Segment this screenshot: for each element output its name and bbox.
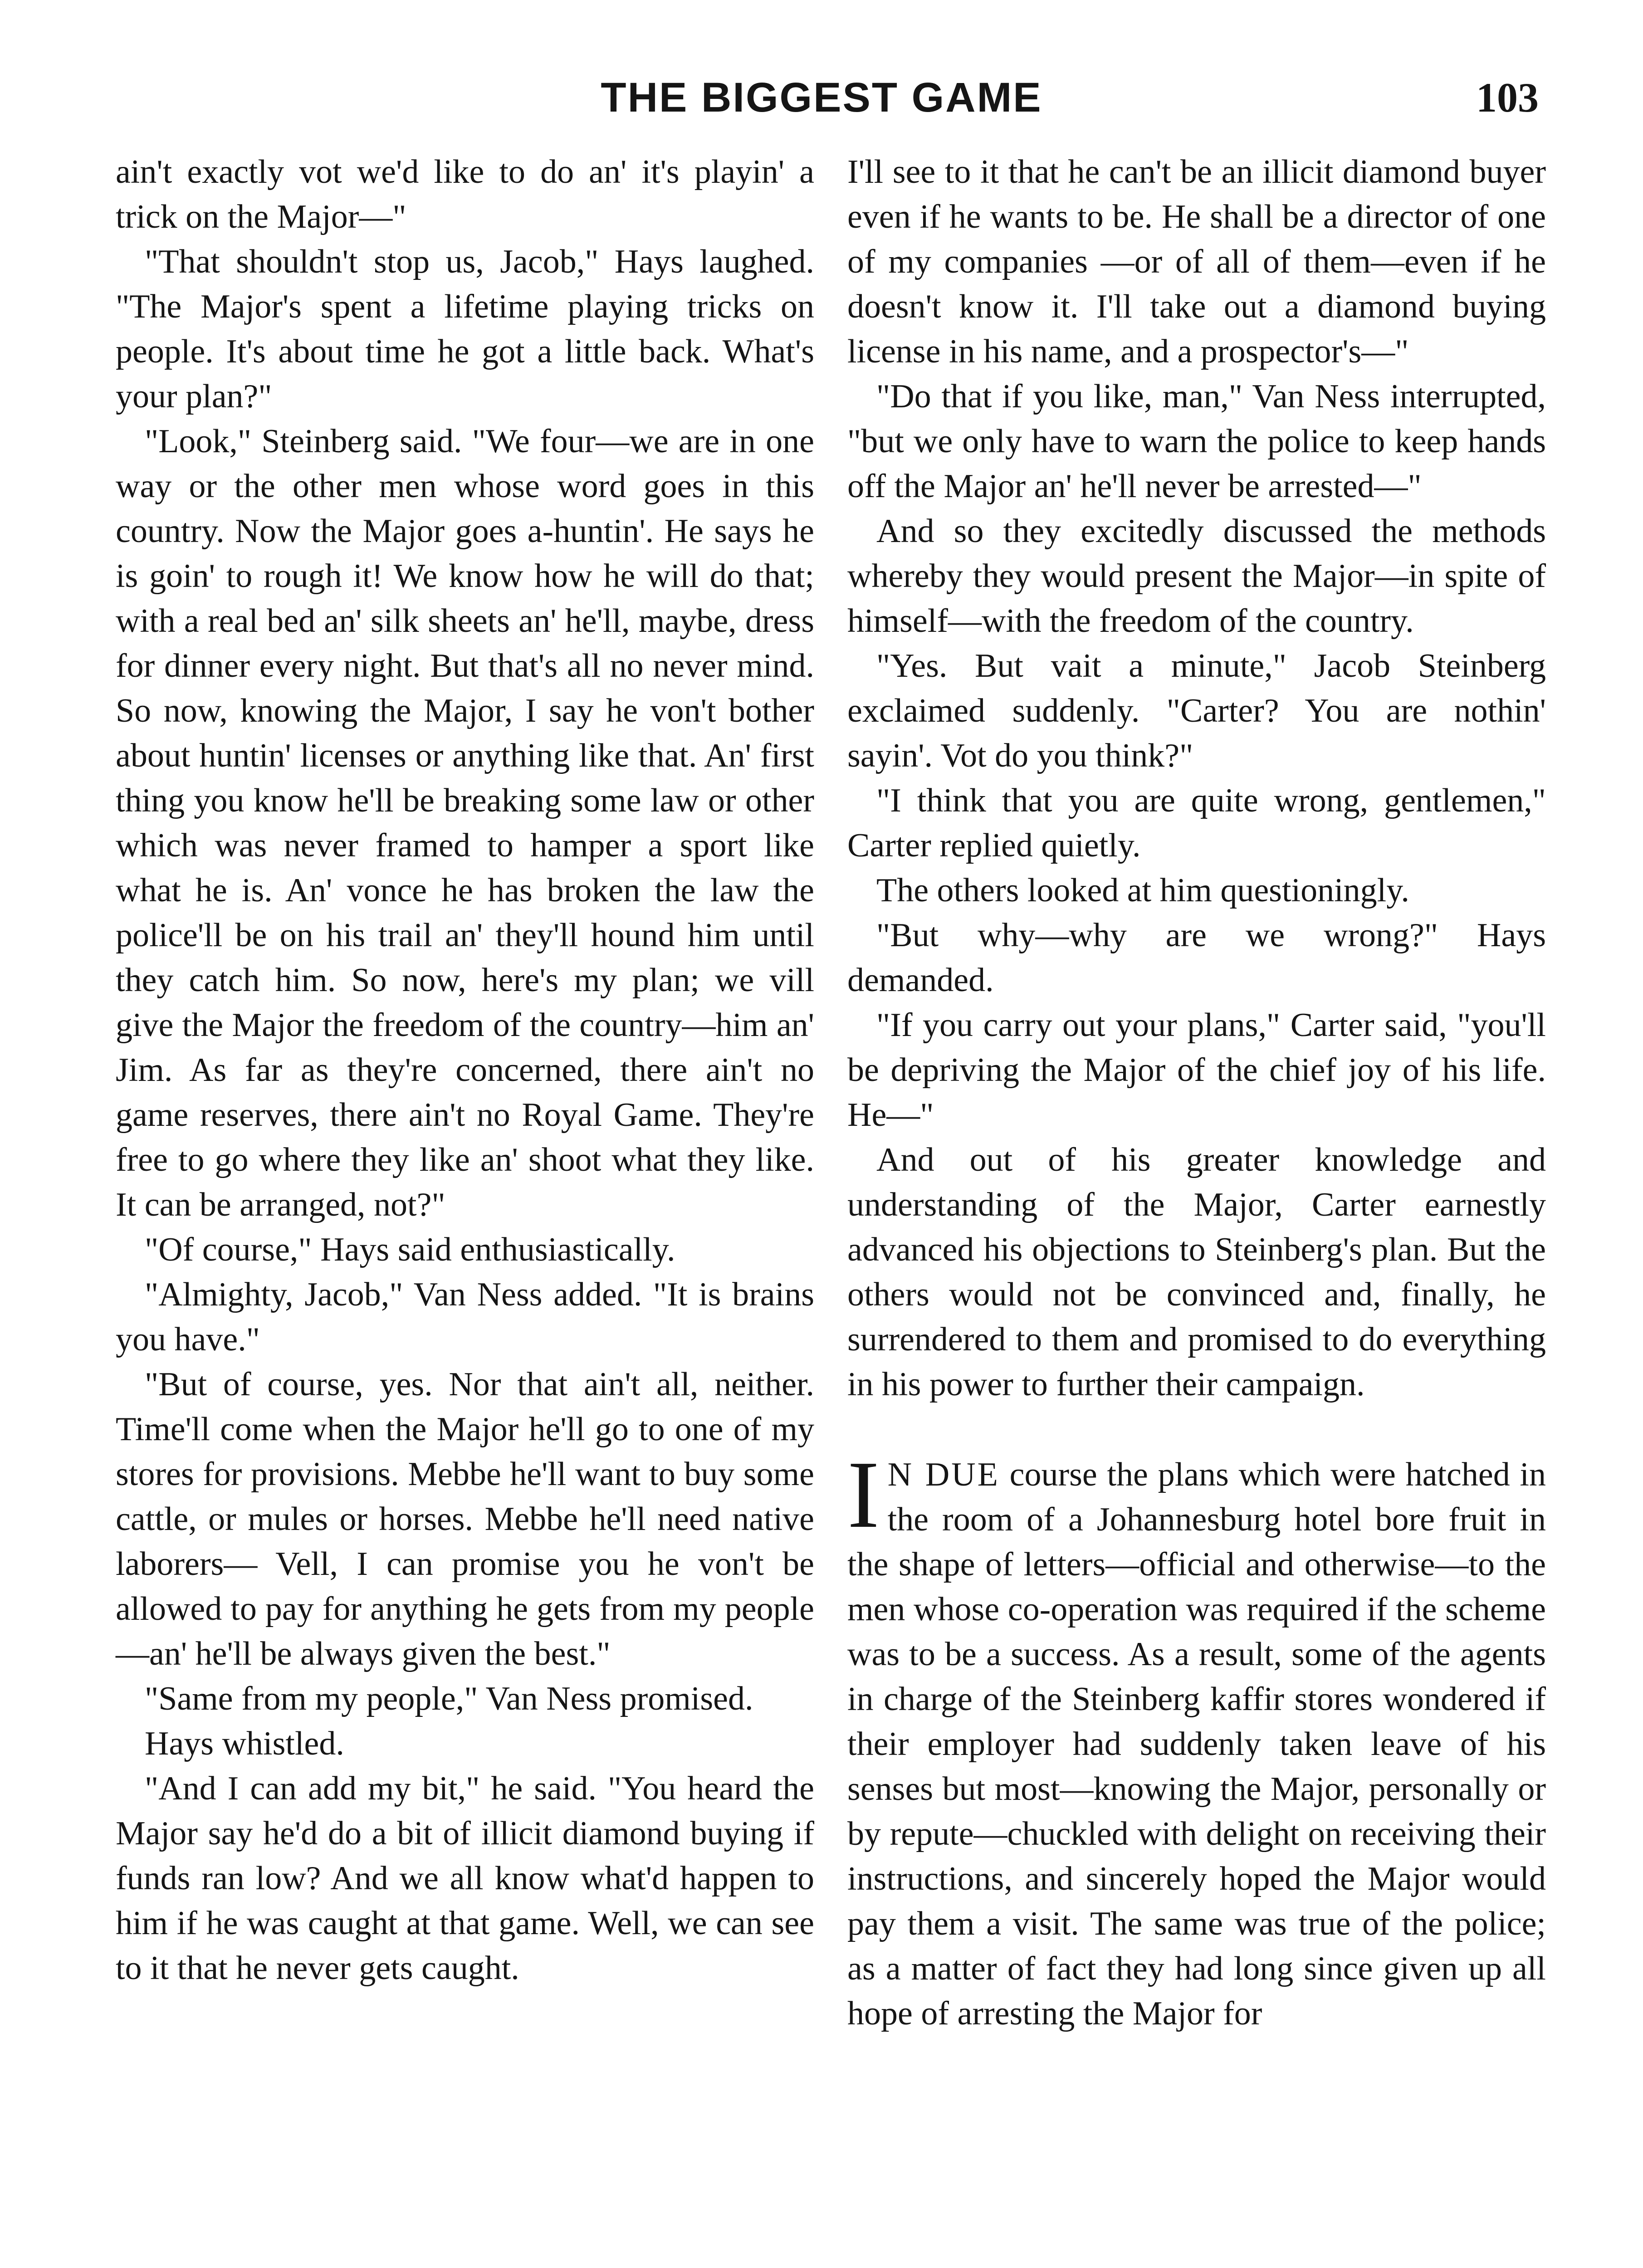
paragraph: "Almighty, Jacob," Van Ness added. "It is brains you have." [116, 1276, 814, 1358]
drop-cap: I [847, 1441, 880, 1548]
paragraph: And out of his greater knowledge and understanding of the Major, Carter earnestly advanced his objections to Steinberg's plan. But the others would not be convinced and, finally, he surrendered to them and promised to do everything in his power to further their campaign. [847, 1141, 1546, 1403]
section-opening-paragraph [847, 1441, 1546, 2036]
paragraph: "Yes. But vait a minute," Jacob Steinberg exclaimed suddenly. "Carter? You are nothin' sayin'. Vot do you think?" [847, 647, 1546, 774]
paragraph: The others looked at him questioningly. [876, 872, 1409, 909]
paragraph-text: course the plans which were hatched in the room of a Johannesburg hotel bore fruit in the shape of letters—official and otherwise—to the men whose co-operation was required if the scheme was to be a success. As a result, some of the agents in charge of the Steinberg kaffir stores wondered if their employer had suddenly taken leave of his senses but most—knowing the Major, personally or by repute—chuckled with delight on receiving their instructions, and sincerely hoped the Major would pay them a visit. The same was true of the police; as a matter of fact they had long since given up all hope of arresting the Major for [847, 1456, 1546, 2032]
right-column [847, 150, 1546, 2036]
paragraph: Hays whistled. [145, 1725, 344, 1762]
running-title: THE BIGGEST GAME [601, 74, 1042, 121]
left-column [116, 150, 814, 1991]
paragraph: "Of course," Hays said enthusiastically. [145, 1231, 675, 1268]
section-break [847, 1407, 1546, 1452]
paragraph: "Do that if you like, man," Van Ness interrupted, "but we only have to warn the police to keep hands off the Major an' he'll never be arrested—" [847, 378, 1546, 505]
paragraph: ain't exactly vot we'd like to do an' it's playin' a trick on the Major—" [116, 153, 814, 235]
paragraph: "That shouldn't stop us, Jacob," Hays laughed. "The Major's spent a lifetime playing tricks on people. It's about time he got a little back. What's your plan?" [116, 243, 814, 415]
paragraph: "Same from my people," Van Ness promised. [145, 1680, 753, 1717]
paragraph: "But why—why are we wrong?" Hays demanded. [847, 917, 1546, 999]
small-caps-lead: N DUE [887, 1456, 1000, 1493]
paragraph: I'll see to it that he can't be an illicit diamond buyer even if he wants to be. He shall be a director of one of my companies —or of all of them—even if he doesn't know it. I'll take out a diamond buying license in his name, and a prospector's—" [847, 153, 1546, 370]
page-number: 103 [1476, 74, 1539, 121]
page-header [0, 68, 1643, 127]
paragraph: "Look," Steinberg said. "We four—we are in one way or the other men whose word goes in this country. Now the Major goes a-huntin'. He says he is goin' to rough it! We know how he will do that; with a real bed an' silk sheets an' he'll, maybe, dress for dinner every night. But that's all no never mind. So now, knowing the Major, I say he von't bother about huntin' licenses or anything like that. An' first thing you know he'll be breaking some law or other which was never framed to hamper a sport like what he is. An' vonce he has broken the law the police'll be on his trail an' they'll hound him until they catch him. So now, here's my plan; we vill give the Major the freedom of the country—him an' Jim. As far as they're concerned, there ain't no game reserves, there ain't no Royal Game. They're free to go where they like an' shoot what they like. It can be arranged, not?" [116, 423, 814, 1223]
paragraph: "And I can add my bit," he said. "You heard the Major say he'd do a bit of illicit diamond buying if funds ran low? And we all know what'd happen to him if he was caught at that game. Well, we can see to it that he never gets caught. [116, 1770, 814, 1987]
paragraph: "But of course, yes. Nor that ain't all, neither. Time'll come when the Major he'll go to one of my stores for provisions. Mebbe he'll want to buy some cattle, or mules or horses. Mebbe he'll need native laborers— Vell, I can promise you he von't be allowed to pay for anything he gets from my people—an' he'll be always given the best." [116, 1366, 814, 1672]
paragraph: And so they excitedly discussed the methods whereby they would present the Major—in spite of himself—with the freedom of the country. [847, 513, 1546, 640]
paragraph: "If you carry out your plans," Carter said, "you'll be depriving the Major of the chief joy of his life. He—" [847, 1007, 1546, 1134]
paragraph: "I think that you are quite wrong, gentlemen," Carter replied quietly. [847, 782, 1546, 864]
